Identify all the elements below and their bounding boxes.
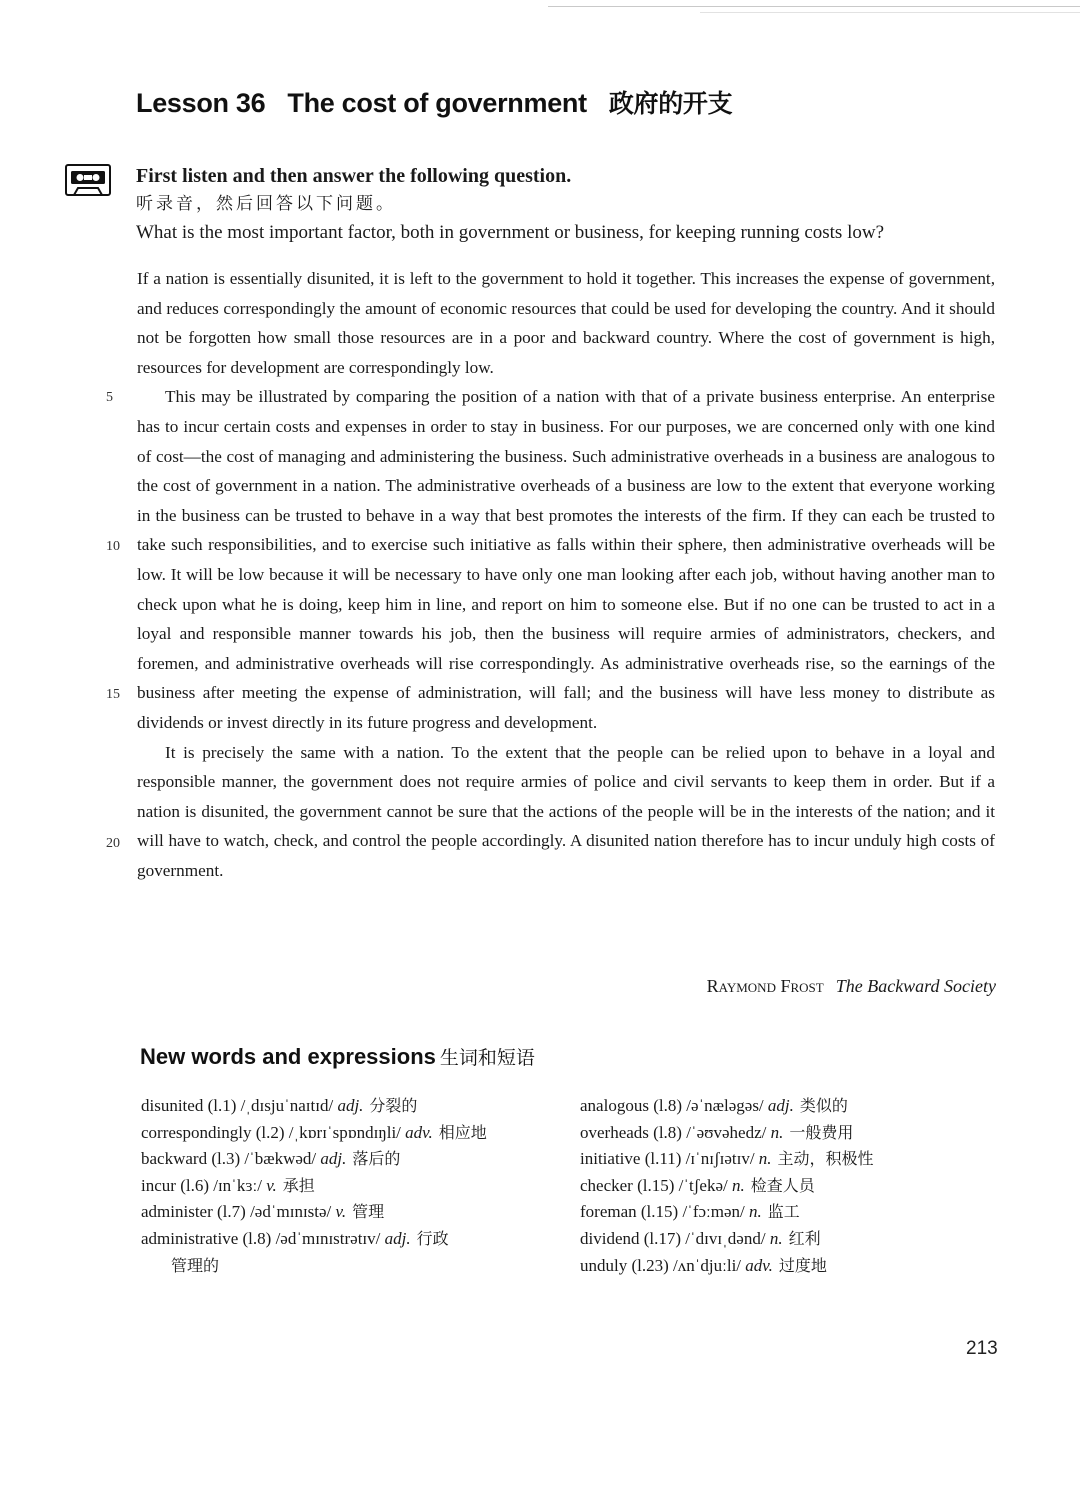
vocab-word: correspondingly: [141, 1122, 252, 1142]
vocab-ref: (l.6): [180, 1175, 209, 1195]
vocab-ref: (l.8): [242, 1228, 272, 1248]
vocabulary-item: [580, 1146, 1010, 1173]
vocab-ipa: /ˌkɒrɪˈspɒndɪŋli/: [288, 1122, 401, 1142]
vocab-word: incur: [141, 1175, 176, 1195]
vocab-word: dividend: [580, 1228, 640, 1248]
vocab-ipa: /ˈbækwəd/: [244, 1149, 317, 1169]
vocabulary-item: [141, 1173, 571, 1200]
vocab-ipa: /ʌnˈdjuːli/: [673, 1255, 742, 1275]
vocab-pos: v.: [335, 1202, 347, 1222]
instruction-cn: 听录音，然后回答以下问题。: [136, 194, 396, 214]
vocabulary-item: [141, 1226, 571, 1253]
vocab-word: administer: [141, 1202, 213, 1222]
passage-paragraph: If a nation is essentially disunited, it is left to the government to hold it together. This increases the expense of government, and reduces correspondingly the amount of economic resources that could be used for developing the country. And it should not be forgotten how small those resources are in a poor and backward country. Where the cost of government is high, resources for development are correspondingly low.: [137, 269, 995, 377]
vocab-ipa: /əˈnæləgəs/: [686, 1096, 764, 1115]
vocab-pos: adj.: [767, 1096, 794, 1115]
vocab-cn: 落后的: [352, 1149, 401, 1169]
vocabulary-item: [580, 1173, 1010, 1200]
vocab-ref: (l.8): [653, 1096, 682, 1115]
cassette-tape-icon: [64, 162, 112, 200]
line-number: 10: [106, 539, 120, 554]
passage: [137, 264, 995, 885]
scan-edge-line: [700, 12, 1080, 13]
vocabulary-item: [141, 1146, 571, 1173]
vocab-ipa: /ˈtʃekə/: [678, 1175, 728, 1195]
vocab-ref: (l.15): [640, 1202, 679, 1222]
vocabulary-heading-cn: 生词和短语: [439, 1047, 535, 1069]
vocab-cn: 行政: [416, 1228, 449, 1248]
vocab-cn: 红利: [788, 1228, 821, 1248]
vocabulary-heading: [140, 1043, 535, 1070]
vocab-pos: n.: [758, 1149, 772, 1169]
vocab-cn: 类似的: [799, 1096, 848, 1115]
vocab-word: backward: [141, 1149, 208, 1169]
vocab-ref: (l.11): [644, 1149, 682, 1169]
vocab-cn: 一般费用: [789, 1122, 854, 1142]
vocab-ref: (l.23): [631, 1255, 669, 1275]
vocab-ref: (l.2): [255, 1122, 285, 1142]
vocabulary-item: [580, 1093, 1010, 1120]
vocab-cn: 监工: [767, 1202, 800, 1222]
line-number: 20: [106, 836, 120, 851]
listening-instructions: [136, 162, 1006, 248]
passage-paragraph: It is precisely the same with a nation. To the extent that the people can be relied upon to behave in a loyal and responsible manner, the government does not require armies of police and civil servants to keep them in order. But if a nation is disunited, the government cannot be sure that the actions of the people will be in the interests of the nation; and it will have to watch, check, and control the people accordingly. A disunited nation therefore has to incur unduly high costs of government.: [137, 742, 995, 880]
line-number: 15: [106, 687, 120, 702]
vocab-pos: v.: [266, 1175, 277, 1195]
vocab-word: checker: [580, 1175, 633, 1195]
question-text: What is the most important factor, both in government or business, for keeping running costs low?: [136, 222, 885, 243]
vocab-cn: 承担: [282, 1175, 315, 1195]
vocab-ref: (l.1): [207, 1096, 237, 1115]
vocab-ipa: /ɪnˈkɜː/: [213, 1175, 262, 1195]
vocabulary-item: [580, 1226, 1010, 1253]
vocabulary-item: [141, 1093, 571, 1120]
vocab-word: unduly: [580, 1255, 628, 1275]
vocab-ref: (l.17): [643, 1228, 682, 1248]
vocab-ref: (l.7): [217, 1202, 246, 1222]
vocabulary-item: [141, 1120, 571, 1147]
scan-edge-line: [548, 6, 1080, 7]
vocab-word: disunited: [141, 1096, 204, 1115]
vocab-pos: adv.: [405, 1122, 433, 1142]
vocabulary-item: [580, 1120, 1010, 1147]
vocabulary-item: [580, 1253, 1010, 1280]
attribution: [707, 976, 996, 997]
lesson-title: [136, 84, 754, 120]
vocab-cn-continued: 管理的: [171, 1255, 220, 1275]
vocab-ref: (l.3): [211, 1149, 241, 1169]
vocab-pos: adj.: [337, 1096, 364, 1115]
vocabulary-heading-en: New words and expressions: [140, 1044, 436, 1069]
vocab-pos: n.: [769, 1228, 783, 1248]
lesson-title-cn: 政府的开支: [608, 89, 733, 118]
vocab-word: initiative: [580, 1149, 641, 1169]
vocabulary-item: [141, 1199, 571, 1226]
vocab-word: analogous: [580, 1096, 649, 1115]
page-number: 213: [966, 1338, 998, 1359]
vocab-word: foreman: [580, 1202, 637, 1222]
vocab-ipa: /ədˈmɪnɪstrətɪv/: [275, 1228, 381, 1248]
vocab-pos: n.: [731, 1175, 745, 1195]
vocabulary-column-left: [141, 1093, 571, 1279]
vocab-cn: 主动，积极性: [777, 1149, 874, 1169]
vocabulary-item: [580, 1199, 1010, 1226]
line-number: 5: [106, 390, 113, 405]
vocab-ipa: /ədˈmɪnɪstə/: [250, 1202, 332, 1222]
vocab-ref: (l.15): [637, 1175, 675, 1195]
vocab-cn: 检查人员: [750, 1175, 815, 1195]
instruction-en: First listen and then answer the following question.: [136, 165, 572, 187]
vocab-pos: n.: [770, 1122, 784, 1142]
book-title: The Backward Society: [835, 976, 996, 996]
vocab-word: overheads: [580, 1122, 649, 1142]
vocab-cn: 管理: [352, 1202, 385, 1222]
vocab-ref: (l.8): [653, 1122, 682, 1142]
author: Raymond Frost: [706, 976, 824, 996]
vocab-cn: 相应地: [438, 1122, 487, 1142]
vocab-word: administrative: [141, 1228, 239, 1248]
vocab-ipa: /ɪˈnɪʃɪətɪv/: [685, 1149, 755, 1169]
vocab-cn: 过度地: [778, 1255, 827, 1275]
vocab-ipa: /ˌdɪsjuˈnaɪtɪd/: [240, 1096, 334, 1115]
passage-paragraph: This may be illustrated by comparing the position of a nation with that of a private business enterprise. An enterprise has to incur certain costs and expenses in order to stay in business. For our purposes, we are concerned only with one kind of cost—the cost of managing and administering the business. Such administrative overheads in a business are analogous to the cost of government in a nation. The administrative overheads of a business are low to the extent that everyone working in the business can be trusted to behave in a way that best promotes the interests of the firm. If they can each be trusted to take such responsibilities, and to exercise such initiative as falls within their sphere, then administrative overheads will be low. It will be low because it will be necessary to have only one man looking after each job, without having another man to check upon what he is doing, keep him in line, and report on him to someone else. But if no one can be trusted to act in a loyal and responsible manner towards his job, then the business will require armies of administrators, checkers, and foremen, and administrative overheads will rise correspondingly. As administrative overheads rise, so the earnings of the business after meeting the expense of administration, will fall; and the business will have less money to distribute as dividends or invest directly in its future progress and development.: [137, 387, 995, 732]
vocab-ipa: /ˈdɪvɪˌdənd/: [685, 1228, 766, 1248]
vocab-pos: adj.: [320, 1149, 347, 1169]
vocab-pos: adv.: [745, 1255, 773, 1275]
vocab-ipa: /ˈəʊvəhedz/: [686, 1122, 767, 1142]
vocab-cn: 分裂的: [369, 1096, 418, 1115]
vocab-pos: n.: [749, 1202, 762, 1222]
vocabulary-column-right: [580, 1093, 1010, 1279]
lesson-label: Lesson 36: [136, 88, 266, 118]
lesson-title-en: The cost of government: [287, 88, 587, 118]
vocab-pos: adj.: [384, 1228, 411, 1248]
vocab-ipa: /ˈfɔːmən/: [682, 1202, 745, 1222]
